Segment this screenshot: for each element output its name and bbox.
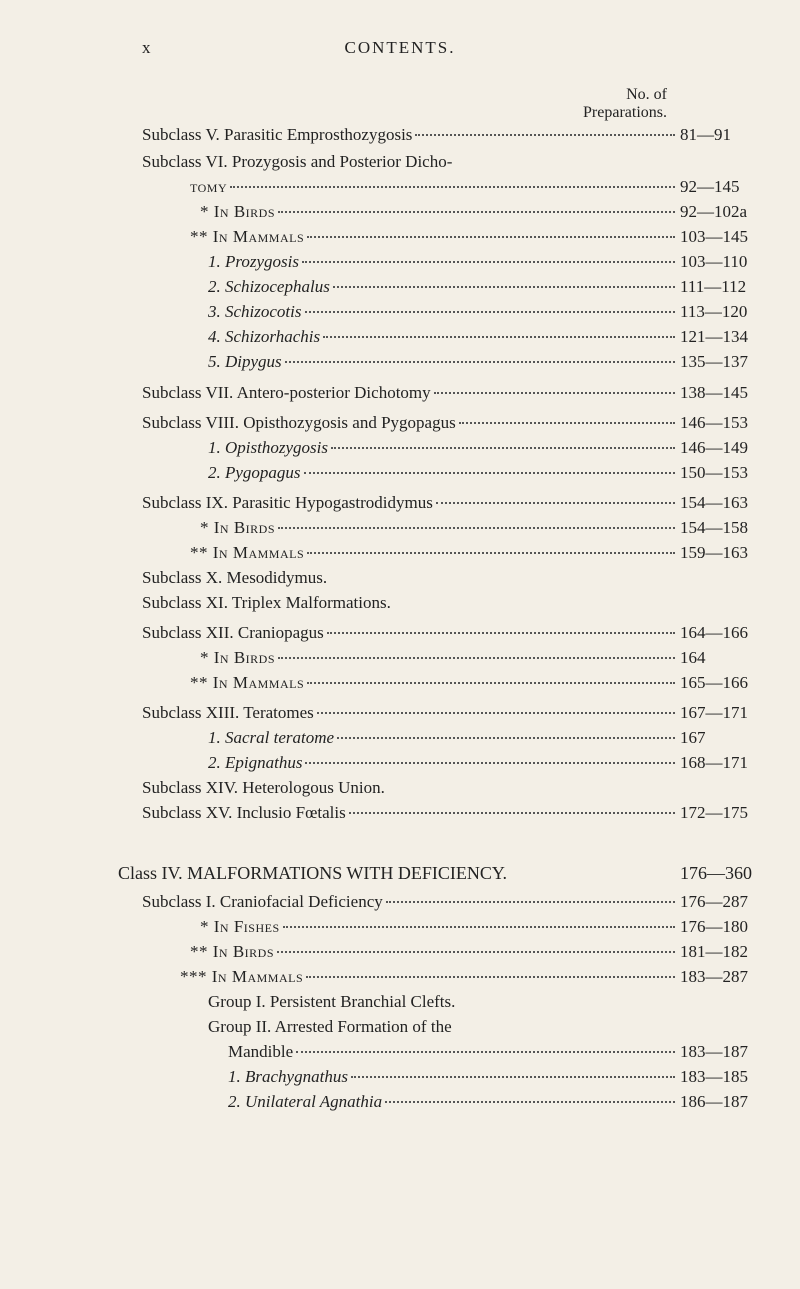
toc-entry [0,892,800,918]
toc-entry [0,992,800,1018]
toc-label: Subclass V. Parasitic Emprosthozygosis [142,125,413,144]
toc-number: 167—171 [680,703,748,722]
toc-number: 183—187 [680,1042,748,1061]
toc-label: 5. Dipygus [208,352,282,371]
toc-entry [0,673,800,699]
toc-entry [0,327,800,353]
toc-number: 111—112 [680,277,747,296]
toc-label: 4. Schizorhachis [208,327,321,346]
toc-label: * In Fishes [200,917,280,936]
toc-entry [0,942,800,968]
toc-entry [0,227,800,253]
toc-label: 1. Brachygnathus [228,1067,348,1086]
leader-dots [305,762,675,764]
toc-label: * In Birds [200,648,276,667]
toc-entry [0,568,800,594]
leader-dots [459,422,675,424]
leader-dots [285,361,675,363]
toc-entry [0,703,800,729]
leader-dots [415,134,675,136]
leader-dots [327,632,675,634]
toc-number: 183—287 [680,967,748,986]
toc-number: 150—153 [680,463,748,482]
toc-label: Subclass XIV. Heterologous Union. [142,778,385,797]
toc-number: 92—102a [680,202,748,221]
toc-label: *** In Mammals [180,967,304,986]
toc-entry [0,753,800,779]
toc-entry [0,863,800,889]
leader-dots [386,901,675,903]
toc-entry [0,728,800,754]
toc-label: Group I. Persistent Branchial Clefts. [208,992,456,1011]
toc-number: 146—153 [680,413,748,432]
toc-entry [0,463,800,489]
column-header [583,86,667,122]
toc-number: 183—185 [680,1067,748,1086]
toc-entry [0,778,800,804]
leader-dots [278,527,675,529]
toc-label: ** In Mammals [190,543,305,562]
toc-entry [0,803,800,829]
leader-dots [283,926,675,928]
toc-number: 159—163 [680,543,748,562]
leader-dots [385,1101,675,1103]
toc-label: 2. Epignathus [208,753,303,772]
leader-dots [305,311,676,313]
toc-label: Subclass XI. Triplex Malformations. [142,593,391,612]
toc-label: Mandible [228,1042,294,1061]
toc-number: 164—166 [680,623,748,642]
leader-dots [351,1076,675,1078]
toc-number: 167 [680,728,706,747]
toc-entry [0,302,800,328]
leader-dots [302,261,675,263]
column-header-line1: No. of [626,86,667,103]
toc-entry [0,252,800,278]
toc-label: 3. Schizocotis [208,302,302,321]
toc-entry [0,493,800,519]
toc-entry [0,648,800,674]
toc-number: 113—120 [680,302,748,321]
toc-number: 121—134 [680,327,748,346]
toc-entry [0,1042,800,1068]
toc-label: Group II. Arrested Formation of the [208,1017,452,1036]
toc-number: 176—180 [680,917,748,936]
toc-number: 138—145 [680,383,748,402]
toc-entry [0,1067,800,1093]
toc-entry [0,383,800,409]
toc-label: tomy [190,177,228,196]
leader-dots [317,712,675,714]
toc-entry [0,152,800,178]
toc-number: 92—145 [680,177,740,196]
toc-entry [0,438,800,464]
leader-dots [323,336,675,338]
toc-label: * In Birds [200,518,276,537]
toc-label: Class IV. MALFORMATIONS WITH DEFICIENCY. [118,863,508,883]
leader-dots [436,502,675,504]
toc-number: 154—158 [680,518,748,537]
leader-dots [349,812,675,814]
toc-label: 2. Unilateral Agnathia [228,1092,383,1111]
toc-entry [0,543,800,569]
toc-label: Subclass X. Mesodidymus. [142,568,328,587]
toc-label: ** In Mammals [190,227,305,246]
column-header-line2: Preparations. [583,104,667,121]
toc-number: 168—171 [680,753,748,772]
toc-label: 1. Opisthozygosis [208,438,328,457]
toc-number: 176—360 [680,863,752,883]
toc-entry [0,125,800,151]
toc-number: 165—166 [680,673,748,692]
toc-number: 172—175 [680,803,748,822]
toc-number: 186—187 [680,1092,748,1111]
toc-entry [0,177,800,203]
toc-number: 164 [680,648,706,667]
leader-dots [304,472,675,474]
toc-entry [0,518,800,544]
toc-label: ** In Birds [190,942,275,961]
toc-label: 2. Schizocephalus [208,277,330,296]
toc-entry [0,413,800,439]
leader-dots [306,976,675,978]
toc-label: ** In Mammals [190,673,305,692]
toc-label: Subclass VII. Antero-posterior Dichotomy [142,383,431,402]
toc-entry [0,352,800,378]
toc-entry [0,1017,800,1043]
leader-dots [278,657,675,659]
toc-label: Subclass IX. Parasitic Hypogastrodidymus [142,493,433,512]
toc-number: 103—145 [680,227,748,246]
toc-entry [0,593,800,619]
toc-number: 81—91 [680,125,731,144]
toc-label: 1. Prozygosis [208,252,299,271]
leader-dots [307,236,675,238]
toc-label: Subclass XII. Craniopagus [142,623,324,642]
leader-dots [307,682,675,684]
toc-entry [0,1092,800,1118]
toc-number: 103—110 [680,252,748,271]
toc-number: 135—137 [680,352,748,371]
toc-entry [0,967,800,993]
toc-entry [0,917,800,943]
toc-entry [0,623,800,649]
leader-dots [333,286,675,288]
leader-dots [230,186,675,188]
leader-dots [277,951,675,953]
toc-label: 1. Sacral teratome [208,728,335,747]
toc-entry [0,202,800,228]
toc-label: Subclass XIII. Teratomes [142,703,314,722]
leader-dots [296,1051,675,1053]
toc-label: 2. Pygopagus [208,463,301,482]
toc-label: * In Birds [200,202,276,221]
page-header: CONTENTS. [344,38,456,57]
toc-label: Subclass XV. Inclusio Fœtalis [142,803,346,822]
toc-entry [0,277,800,303]
leader-dots [337,737,675,739]
leader-dots [278,211,675,213]
toc-label: Subclass I. Craniofacial Deficiency [142,892,383,911]
toc-number: 154—163 [680,493,748,512]
toc-number: 181—182 [680,942,748,961]
page-number: x [142,38,151,57]
toc-number: 146—149 [680,438,748,457]
leader-dots [307,552,675,554]
leader-dots [434,392,675,394]
toc-label: Subclass VIII. Opisthozygosis and Pygopagus [142,413,456,432]
toc-label: Subclass VI. Prozygosis and Posterior Dicho- [142,152,453,171]
leader-dots [331,447,675,449]
toc-number: 176—287 [680,892,748,911]
